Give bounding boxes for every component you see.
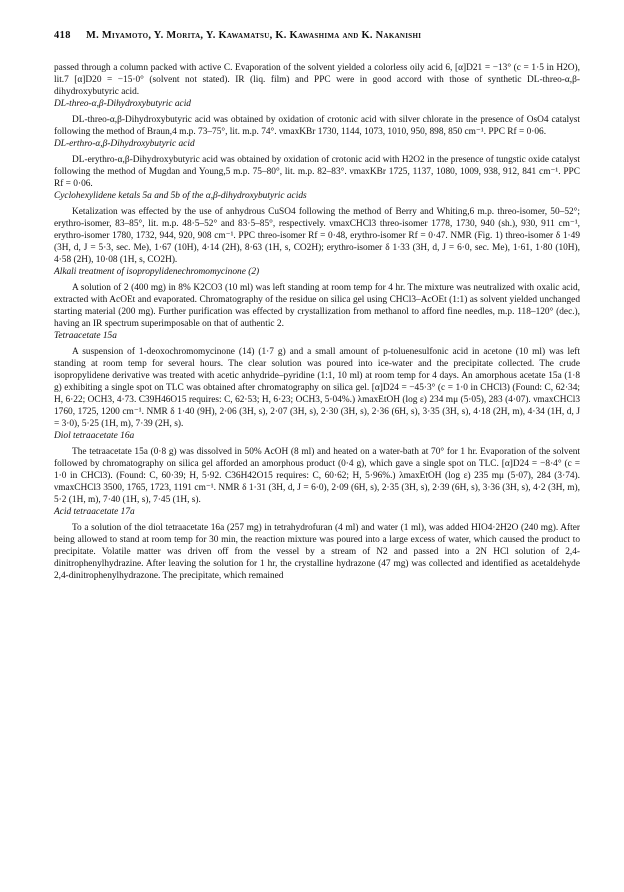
section-alkali-treatment: [54, 266, 580, 330]
section-diol-tetraacetate-16a: [54, 430, 580, 506]
paragraph: A solution of 2 (400 mg) in 8% K2CO3 (10 ml) was left standing at room temp for 4 hr. The mixture was neutralized with oxalic acid, extracted with AcOEt and evaporated. Chromatography of the residue on silica gel using CHCl3–AcOEt (1:1) as solvent yielded unchanged starting material (200 mg). Further purification was effected by crystallization from methanol to afford fine needles, m.p. 118–120° (dec.), having an IR spectrum superimposable on that of authentic 2.: [54, 283, 580, 329]
journal-page: [54, 30, 580, 582]
paragraph: passed through a column packed with active C. Evaporation of the solvent yielded a colorless oily acid 6, [α]D21 = −13° (c = 1·5 in H2O), lit.7 [α]D20 = −15·0° (solvent not stated). IR (liq. film) and PPC were in good accord with those of synthetic DL-threo-α,β-dihydroxybutyric acid.: [54, 63, 580, 97]
page-number: 418: [54, 30, 71, 41]
section-cyclohexylidene-ketals: [54, 190, 580, 266]
paragraph: The tetraacetate 15a (0·8 g) was dissolved in 50% AcOH (8 ml) and heated on a water-bath at 70° for 1 hr. Evaporation of the solvent followed by chromatography on silica gel afforded an amorphous product (0·4 g), which gave a single spot on TLC. [α]D24 = −8·4° (c = 1·0 in CHCl3). (Found: C, 60·39; H, 5·92. C36H42O15 requires: C, 60·62; H, 5·96%.) λmaxEtOH (log ε) 235 mμ (5·07), 284 (3·74). νmaxCHCl3 3500, 1765, 1723, 1191 cm⁻¹. NMR δ 1·31 (3H, d, J = 6·0), 2·09 (6H, s), 2·35 (3H, s), 2·39 (6H, s), 3·36 (3H, s), 4·2 (3H, m), 5·2 (1H, m), 7·40 (1H, s), 7·45 (1H, s).: [54, 447, 580, 505]
running-head-authors: M. Miyamoto, Y. Morita, Y. Kawamatsu, K. Kawashima and K. Nakanishi: [86, 30, 422, 41]
section-heading: Cyclohexylidene ketals 5a and 5b of the α,β-dihydroxybutyric acids: [54, 191, 307, 201]
paragraph: A suspension of 1-deoxochromomycinone (14) (1·7 g) and a small amount of p-toluenesulfonic acid in acetone (10 ml) was left standing at room temp for several hours. The clear solution was poured into ice-water and the precipitate collected. The crude isopropylidene derivative was treated with acetic anhydride–pyridine (1:1, 10 ml) at room temp for 4 days. An amorphous acetate 15a (1·8 g) exhibiting a single spot on TLC was obtained after chromatography on silica gel. [α]D24 = −45·3° (c = 1·0 in CHCl3) (Found: C, 62·34; H, 6·22; OCH3, 4·73. C39H46O15 requires: C, 62·53; H, 6·23; OCH3, 5·04%.) λmaxEtOH (log ε) 234 mμ (5·05), 283 (4·07). νmaxCHCl3 1760, 1725, 1200 cm⁻¹. NMR δ 1·40 (9H), 2·06 (3H, s), 2·07 (3H, s), 2·30 (3H, s), 2·36 (6H, s), 3·35 (3H, s), 4·18 (2H, m), 4·34 (1H, d, J = 3·0), 5·25 (1H, m), 7·39 (2H, s).: [54, 347, 580, 429]
section-heading: Diol tetraacetate 16a: [54, 431, 135, 441]
section-threo-acid: [54, 98, 580, 138]
section-heading: DL-erthro-α,β-Dihydroxybutyric acid: [54, 139, 195, 149]
section-heading: Acid tetraacetate 17a: [54, 507, 135, 517]
section-tetraacetate-15a: [54, 330, 580, 430]
section-heading: Tetraacetate 15a: [54, 331, 117, 341]
paragraph: To a solution of the diol tetraacetate 16a (257 mg) in tetrahydrofuran (4 ml) and water (1 ml), was added HIO4·2H2O (240 mg). After being allowed to stand at room temp for 30 min, the reaction mixture was poured into a large excess of water, which caused the product to precipitate. Volatile matter was driven off from the vessel by a stream of N2 and passed into a 2N HCl solution of 2,4-dinitrophenylhydrazine. After leaving the solution for 1 hr, the crystalline hydrazone (47 mg) was collected and identified as acetaldehyde 2,4-dinitrophenylhydrazone. The precipitate, which remained: [54, 523, 580, 581]
paragraph: DL-threo-α,β-Dihydroxybutyric acid was obtained by oxidation of crotonic acid with silver chlorate in the presence of OsO4 catalyst following the method of Braun,4 m.p. 73–75°, lit. m.p. 74°. νmaxKBr 1730, 1144, 1073, 1010, 950, 898, 850 cm⁻¹. PPC Rf = 0·06.: [54, 115, 580, 137]
running-head: [54, 30, 580, 41]
section-acid-tetraacetate-17a: [54, 506, 580, 582]
paragraph: Ketalization was effected by the use of anhydrous CuSO4 following the method of Berry and Whiting,6 m.p. threo-isomer, 50–52°; erythro-isomer, 83–85°, lit. m.p. 48·5–52° and 83·5–85°, respectively. νmaxCHCl3 threo-isomer 1778, 1730, 940 (sh.), 930, 911 cm⁻¹, erythro-isomer 1780, 1732, 944, 920, 908 cm⁻¹. PPC threo-isomer Rf = 0·48, erythro-isomer Rf = 0·47. NMR (Fig. 1) threo-isomer δ 1·49 (3H, d, J = 5·3, sec. Me), 1·67 (10H), 4·14 (2H), 8·63 (1H, s, CO2H); erythro-isomer δ 1·33 (3H, d, J = 6·0, sec. Me), 1·61, 1·80 (10H), 4·58 (2H), 10·08 (1H, s, CO2H).: [54, 207, 580, 265]
section-0: [54, 62, 580, 98]
section-heading: Alkali treatment of isopropylidenechromomycinone (2): [54, 267, 260, 277]
section-erythro-acid: [54, 138, 580, 190]
paragraph: DL-erythro-α,β-Dihydroxybutyric acid was obtained by oxidation of crotonic acid with H2O2 in the presence of tungstic oxide catalyst following the method of Mugdan and Young,5 m.p. 75–80°, lit. m.p. 82–83°. νmaxKBr 1725, 1137, 1080, 1009, 938, 912, 841 cm⁻¹. PPC Rf = 0·06.: [54, 155, 580, 189]
section-heading: DL-threo-α,β-Dihydroxybutyric acid: [54, 99, 191, 109]
